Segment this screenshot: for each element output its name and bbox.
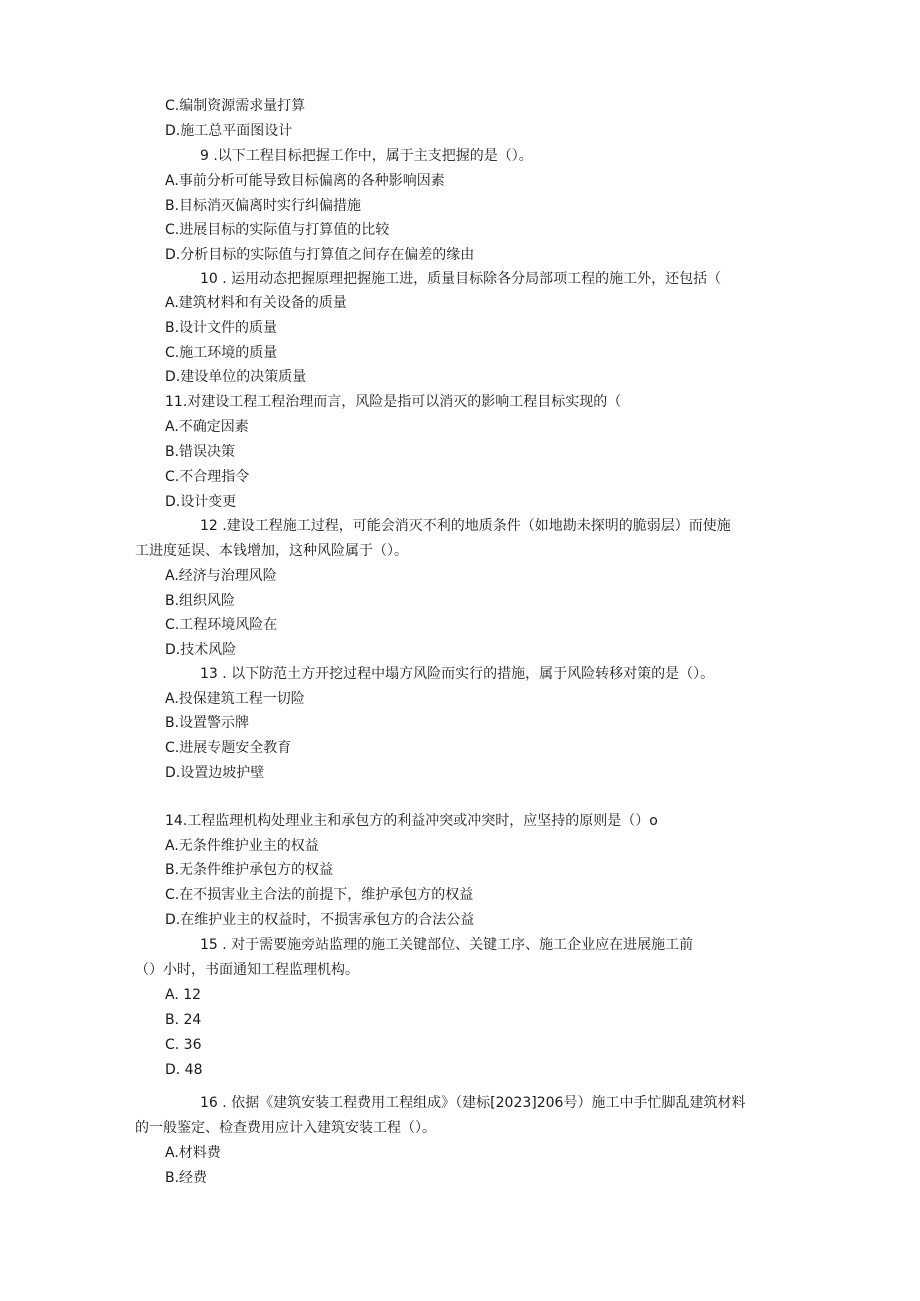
text-line: D.施工总平面图设计	[165, 123, 293, 139]
question-15-continuation: （）小时，书面通知工程监理机构。	[135, 962, 359, 978]
option-line: B.设置警示牌	[165, 715, 250, 731]
option-line: C.在不损害业主合法的前提下，维护承包方的权益	[165, 887, 474, 903]
option-line: A.经济与治理风险	[165, 568, 277, 584]
question-14: 14.工程监理机构处理业主和承包方的利益冲突或冲突时，应坚持的原则是（）o	[165, 813, 658, 829]
option-line: D.在维护业主的权益时，不损害承包方的合法公益	[165, 912, 475, 928]
option-line: A.无条件维护业主的权益	[165, 838, 319, 854]
option-line: B.经费	[165, 1170, 208, 1186]
option-line: C.施工环境的质量	[165, 345, 278, 361]
option-line: B.目标消灭偏离时实行纠偏措施	[165, 198, 362, 214]
option-line: D.建设单位的决策质量	[165, 369, 307, 385]
option-line: D.技术风险	[165, 642, 237, 658]
question-16-continuation: 的一般鉴定、检查费用应计入建筑安装工程（）。	[135, 1120, 436, 1136]
question-9: 9 .以下工程目标把握工作中，属于主支把握的是（）。	[200, 148, 533, 164]
question-12-continuation: 工进度延误、本钱增加，这种风险属于（）。	[135, 543, 408, 559]
question-10: 10 . 运用动态把握原理把握施工进，质量目标除各分局部项工程的施工外，还包括（	[200, 271, 722, 287]
option-line: A.不确定因素	[165, 419, 249, 435]
question-13: 13 . 以下防范土方开挖过程中塌方风险而实行的措施，属于风险转移对策的是（）。	[200, 666, 715, 682]
question-12: 12 .建设工程施工过程，可能会消灭不利的地质条件（如地勘未探明的脆弱层）而使施	[200, 518, 731, 534]
option-line: D.分析目标的实际值与打算值之间存在偏差的缘由	[165, 247, 475, 263]
option-line: D.设计变更	[165, 494, 237, 510]
option-line: C. 36	[165, 1037, 202, 1053]
option-line: A. 12	[165, 987, 202, 1003]
option-line: A.建筑材料和有关设备的质量	[165, 295, 347, 311]
option-line: C.进展目标的实际值与打算值的比较	[165, 222, 390, 238]
option-line: B.无条件维护承包方的权益	[165, 862, 334, 878]
option-line: A.事前分析可能导致目标偏离的各种影响因素	[165, 173, 445, 189]
option-line: A.材料费	[165, 1145, 221, 1161]
question-11: 11.对建设工程工程治理而言，风险是指可以消灭的影响工程目标实现的（	[165, 394, 622, 410]
option-line: B.组织风险	[165, 593, 236, 609]
question-15: 15 . 对于需要施旁站监理的施工关键部位、关键工序、施工企业应在进展施工前	[200, 937, 694, 953]
option-line: C.进展专题安全教育	[165, 740, 292, 756]
option-line: B.错误决策	[165, 444, 236, 460]
option-line: C.不合理指令	[165, 469, 250, 485]
text-line: C.编制资源需求量打算	[165, 98, 306, 114]
option-line: B. 24	[165, 1012, 202, 1028]
option-line: C.工程环境风险在	[165, 617, 278, 633]
option-line: D. 48	[165, 1062, 203, 1078]
option-line: B.设计文件的质量	[165, 320, 278, 336]
option-line: A.投保建筑工程一切险	[165, 691, 305, 707]
option-line: D.设置边坡护壁	[165, 765, 265, 781]
question-16: 16 . 依据《建筑安装工程费用工程组成》（建标[2023]206号）施工中手忙脚乱建筑材料	[200, 1095, 746, 1111]
